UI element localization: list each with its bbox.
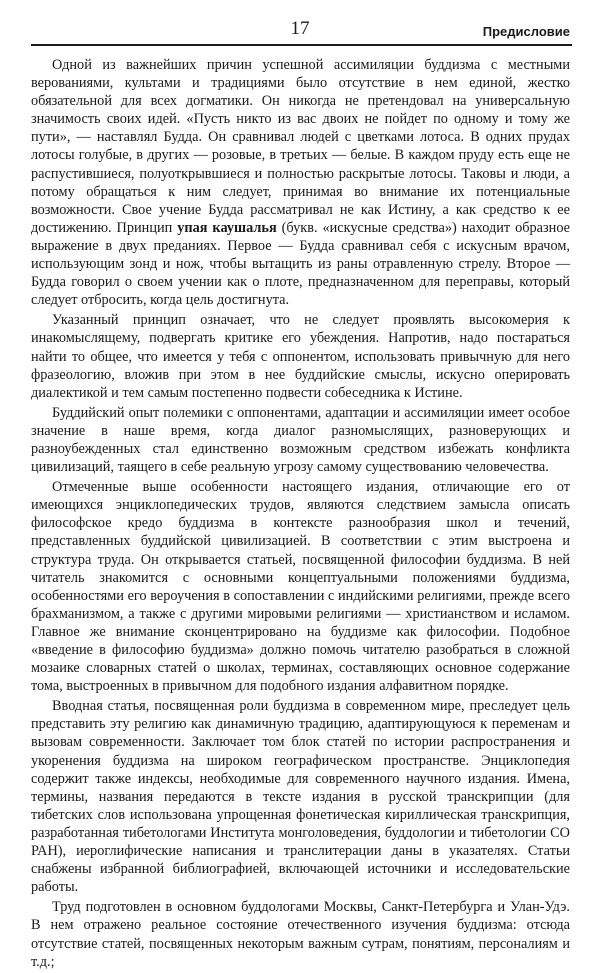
page-number: 17 [290, 18, 310, 39]
paragraph-2: Указанный принцип означает, что не следует проявлять высокомерия к инакомыслящему, подвергать критике его убеждения. Напротив, надо постараться найти то общее, что имеется у тебя с оппонентом, использовать привычную для него фразеологию, вложив при этом в нее буддийские смыслы, искусно оперировать диалектикой и тем самым постепенно подвести собеседника к Истине. [31, 312, 570, 401]
paragraph-6: Труд подготовлен в основном буддологами Москвы, Санкт-Петербурга и Улан-Удэ. В нем отражено реальное состояние отечественного изучения буддизма: отсюда отсутствие статей, посвященных некоторым важным сутрам, понятиям, персоналиям и т.д.; [31, 899, 570, 970]
paragraph-4: Отмеченные выше особенности настоящего издания, отличающие его от имеющихся энциклопедических трудов, являются следствием замысла описать философское кредо буддизма в контексте разнообразия школ и течений, представленных буддийской цивилизацией. В соответствии с этим выстроена и структура труда. Он открывается статьей, посвященной философии буддизма. В ней читатель знакомится с основными концептуальными положениями буддизма, особенностями его вероучения в сопоставлении с индийскими религиями, прежде всего брахманизмом, а также с другими мировыми религиями — христианством и исламом. Главное же внимание сконцентрировано на буддизме как философии. Подобное «введение в философию буддизма» должно помочь читателю разобраться в сложной мозаике словарных статей о школах, терминах, составляющих основное содержание тома, выстроенных в привычном для подобного издания алфавитном порядке. [31, 479, 570, 695]
body-text [31, 56, 570, 973]
header-rule [31, 44, 572, 46]
paragraph-1 [31, 56, 570, 309]
paragraph-1-text-after: (букв. «искусные средства») находит образное выражение в двух преданиях. Первое — Будда сравнивал себя с искусным врачом, использующим зонд и нож, чтобы вытащить из раны отравленную стрелу. Второе — Будда говорил о своем учении как о плоте, предназначенном для переправы, который следует отбросить, когда цель достигнута. [31, 219, 570, 309]
paragraph-5: Вводная статья, посвященная роли буддизма в современном мире, преследует цель представить эту религию как динамичную традицию, адаптирующуюся к переменам и вызовам современности. Заключает том блок статей по истории распространения и укоренения буддизма на широком географическом пространстве. Энциклопедия содержит также индексы, необходимые для современного научного издания. Имена, термины, названия передаются в тексте издания в русской транскрипции (для тибетских слов использована упрощенная фонетическая кириллическая транскрипция, разработанная тибетологами Института монголоведения, буддологии и тибетологии СО РАН), иероглифические написания и транслитерации даны в указателях. Статьи снабжены избранной библиографией, включающей источники и исследовательские работы. [31, 698, 570, 896]
paragraph-3: Буддийский опыт полемики с оппонентами, адаптации и ассимиляции имеет особое значение в наше время, когда диалог разномыслящих, разноверующих и разноубежденных стал единственно возможным средством избежать конфликта цивилизаций, таящего в себе реальную угрозу самому существованию человечества. [31, 404, 570, 476]
paragraph-1-text: Одной из важнейших причин успешной ассимиляции буддизма с местными верованиями, культами и традициями было отсутствие в нем единой, жестко обязательной для всех догматики. Он никогда не претендовал на универсальную значимость своих идей. «Пусть никто из вас двоих не пойдет по одному и тому же пути», — наставлял Будда. Он сравнивал людей с цветками лотоса. В одних прудах лотосы голубые, в других — розовые, в третьих — белые. В каждом пруду есть еще не распустившиеся, полуоткрывшиеся и полностью раскрытые лотосы. Таковы и люди, а потому обращаться к ним следует, принимая во внимание их потенциальные возможности. Свое учение Будда рассматривал не как Истину, а как средство к ее достижению. Принцип [31, 57, 570, 236]
term-upaya-kaushalya: упая каушалья [177, 219, 277, 236]
running-title: Предисловие [482, 24, 570, 39]
